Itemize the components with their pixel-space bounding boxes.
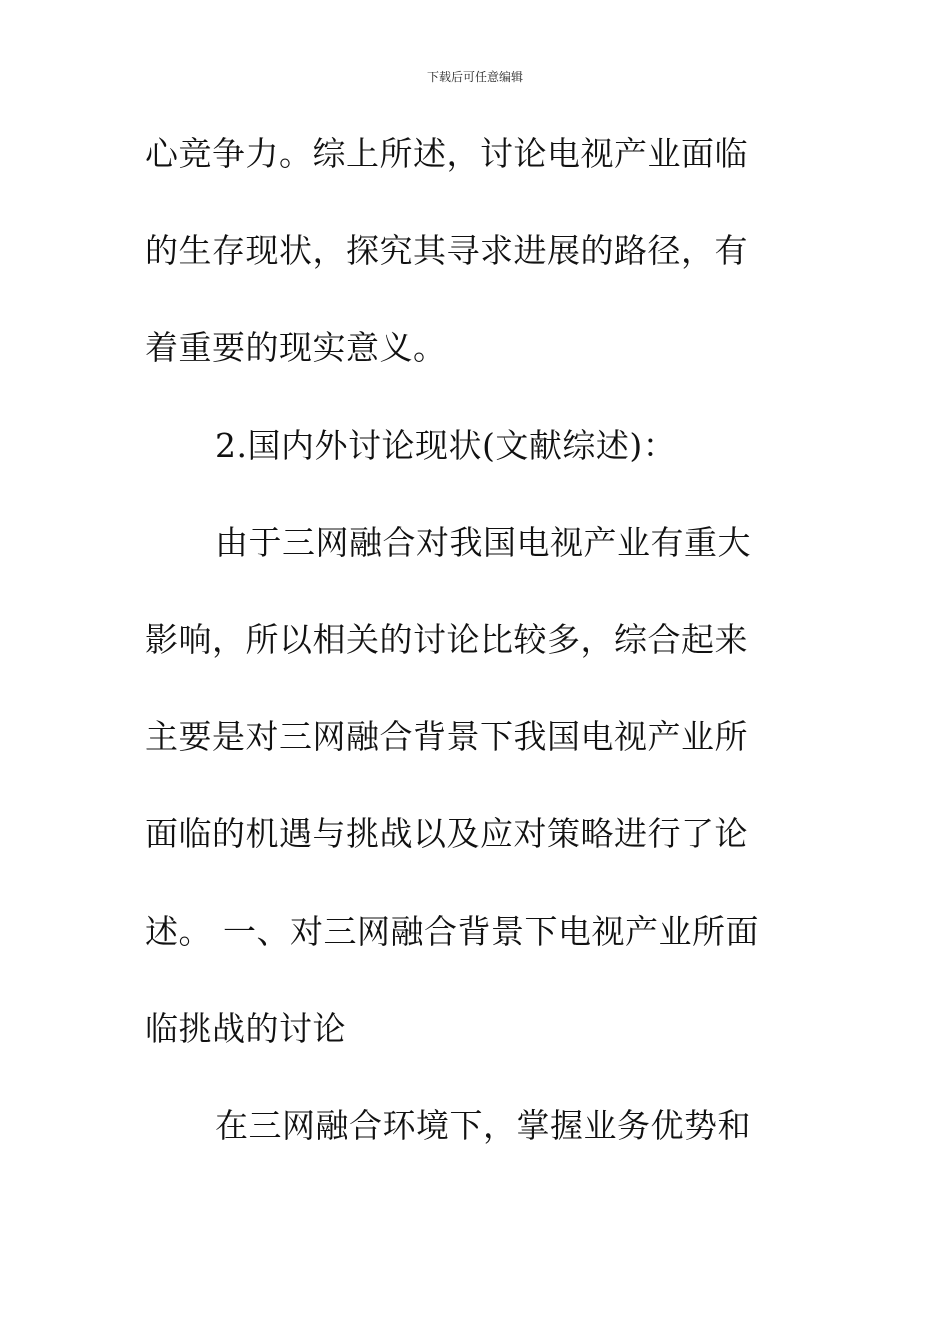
page-header: 下载后可任意编辑 — [426, 70, 523, 84]
text-line: 着重要的现实意义。 — [145, 328, 447, 368]
text-line: 影响，所以相关的讨论比较多，综合起来 — [145, 619, 748, 659]
text-line: 临挑战的讨论 — [145, 1008, 346, 1048]
text-line: 心竞争力。综上所述，讨论电视产业面临 — [145, 134, 748, 173]
document-body — [145, 128, 805, 1197]
section-heading: 2.国内外讨论现状(文献综述)： — [215, 425, 677, 465]
text-line: 在三网融合环境下，掌握业务优势和 — [215, 1105, 751, 1145]
text-line: 述。 一、对三网融合背景下电视产业所面 — [145, 911, 759, 951]
text-line: 的生存现状，探究其寻求进展的路径，有 — [145, 231, 748, 271]
text-line: 由于三网融合对我国电视产业有重大 — [215, 522, 751, 562]
text-line: 主要是对三网融合背景下我国电视产业所 — [145, 717, 748, 757]
text-line: 面临的机遇与挑战以及应对策略进行了论 — [145, 814, 748, 854]
